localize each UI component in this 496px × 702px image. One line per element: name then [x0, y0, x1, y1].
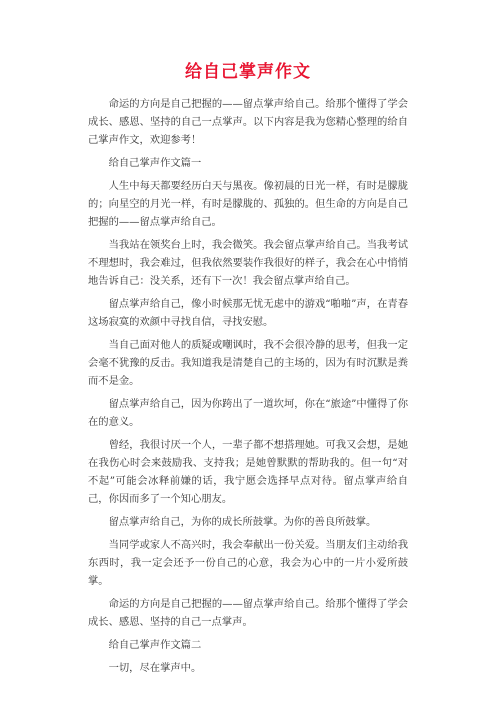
paragraph: 留点掌声给自己，为你的成长所鼓掌。为你的善良所鼓掌。: [108, 516, 377, 528]
section-heading-2: 给自己掌声作文篇二: [108, 639, 202, 651]
paragraph: 当同学或家人不高兴时，我会奉献出一份关爱。当朋友们主动给我东西时，我一定会还予一份自己的心意，我会为心中的一片小爱所鼓掌。: [88, 539, 408, 587]
document-body: [88, 95, 408, 677]
paragraph: 留点掌声给自己，因为你跨出了一道坎坷，你在“旅途”中懂得了你在的意义。: [88, 398, 408, 428]
paragraph: 留点掌声给自己，像小时候那无忧无虑中的游戏“啪啪”声，在青春这场寂寞的欢颜中寻找自信，寻找安慰。: [88, 298, 408, 328]
paragraph: 一切，尽在掌声中。: [108, 662, 202, 674]
paragraph: 命运的方向是自己把握的——留点掌声给自己。给那个懂得了学会成长、感恩、坚持的自己一点掌声。: [88, 598, 408, 628]
paragraph: 当我站在领奖台上时，我会微笑。我会留点掌声给自己。当我考试不理想时，我会难过，但我依然要装作我很好的样子，我会在心中悄悄地告诉自己：没关系，还有下一次！我会留点掌声给自己。: [88, 239, 408, 287]
paragraph-intro: 命运的方向是自己把握的——留点掌声给自己。给那个懂得了学会成长、感恩、坚持的自己一点掌声。以下内容是我为您精心整理的给自己掌声作文，欢迎参考！: [88, 98, 408, 146]
section-heading-1: 给自己掌声作文篇一: [108, 157, 202, 169]
document-title: 给自己掌声作文: [185, 62, 311, 82]
paragraph: 曾经，我很讨厌一个人，一辈子都不想搭理她。可我又会想，是她在我伤心时会来鼓励我、支持我；是她曾默默的帮助我的。但一句“对不起”可能会冰释前嫌的话，我宁愿会选择早点对待。留点掌声给自己，你因而多了一个知心朋友。: [88, 439, 408, 505]
paragraph: 当自己面对他人的质疑或嘲讽时，我不会很冷静的思考，但我一定会毫不犹豫的反击。我知道我是清楚自己的主场的，因为有时沉默是粪而不是金。: [88, 339, 408, 387]
paragraph: 人生中每天都要经历白天与黑夜。像初晨的日光一样，有时是朦胧的；向星空的月光一样，有时是朦胧的、孤独的。但生命的方向是自己把握的——留点掌声给自己。: [88, 180, 408, 228]
